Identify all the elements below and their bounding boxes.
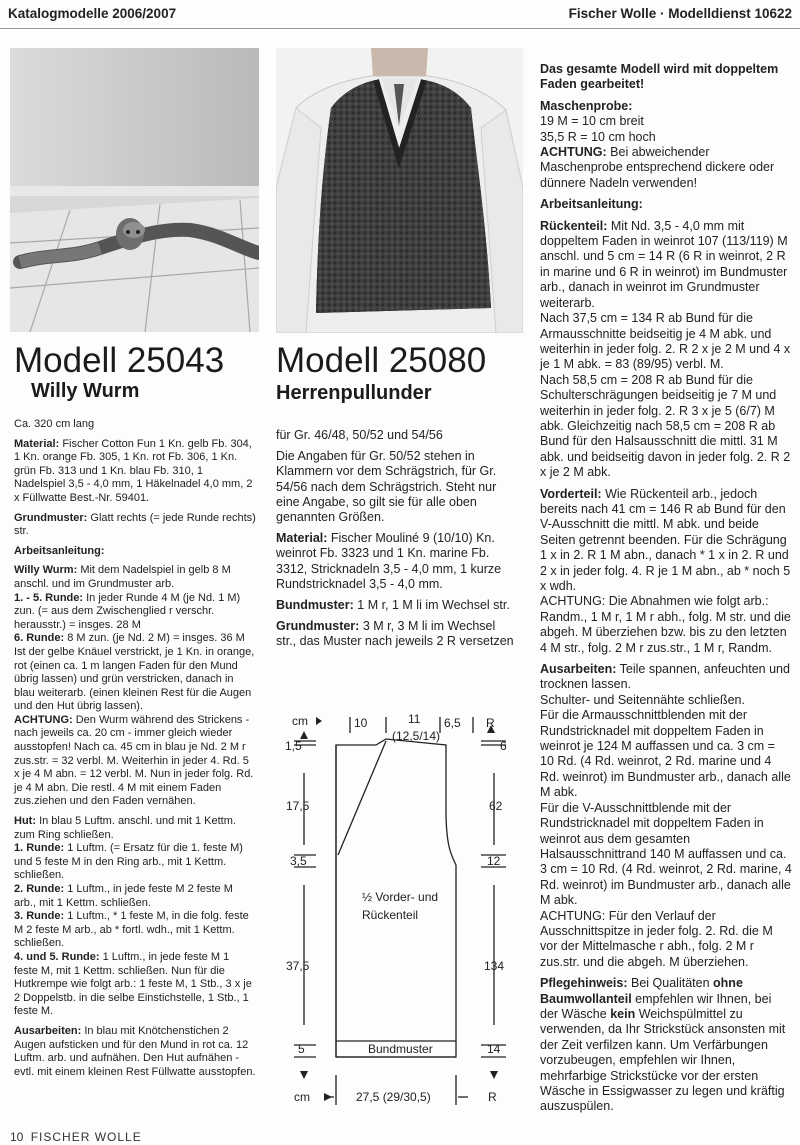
page-footer xyxy=(10,1130,142,1144)
model1-body xyxy=(14,418,256,1079)
vorderteil: Vorderteil: Wie Rückenteil arb., jedoch bereits nach 41 cm = 146 R ab Bund für den V-Ausschnitt die mittl. M abk. und beide Seiten getrennt beenden. Für die Schrägung 1 x in 2. R 1 M abn., danach * 1 x in 2. R und 2 x in jeder folg. 4. R je 1 M abn., ab * noch 5 x wdh. xyxy=(540,486,791,593)
schematic-right-1: 6 xyxy=(500,739,507,753)
model2-sizes-note: Die Angaben für Gr. 50/52 stehen in Klammern vor dem Schrägstrich, für Gr. 54/56 nach dem Schrägstrich. Steht nur eine Angabe, so gilt sie für alle oben genannten Größen. xyxy=(276,449,497,525)
schematic-width-2b: (12,5/14) xyxy=(392,729,441,743)
schematic-cm-bottom: cm xyxy=(294,1090,310,1104)
rueckenteil-2: Nach 37,5 cm = 134 R ab Bund für die Armausschnitte beidseitig je 4 M abk. und weiterhin in jeder folg. 2. R 2 x je 2 M und 4 x je 1 M abk. = 83 (89/95) verbl. M. xyxy=(540,311,791,372)
schematic-left-3: 3,5 xyxy=(290,854,307,868)
model1-achtung: ACHTUNG: Den Wurm während des Strickens - nach jeweils ca. 20 cm - immer gleich wieder ausstopfen! Nach ca. 45 cm in blau je Nd. 2 M r zus.str. = 32 verbl. M. Weiterhin in jeder 4. Rd. 5 x je 4 M abn. = 12 verbl. M. Nun in jeder folg. Rd. je 4 M abn. Die restl. 4 M mit einem Faden zus.ziehen und den Faden vernähen. xyxy=(14,713,254,808)
model2-body xyxy=(276,428,518,650)
schematic-left-4: 37,5 xyxy=(286,959,310,973)
anleitung-heading: Arbeitsanleitung: xyxy=(540,197,643,212)
schematic-right-4: 134 xyxy=(484,959,505,973)
probe-height: 35,5 R = 10 cm hoch xyxy=(540,129,656,144)
rueckenteil-3: Nach 58,5 cm = 208 R ab Bund für die Schulterschrägungen beidseitig je 7 M und weiterhin in jeder folg. 2. R 3 x je 5 (6/7) M abk. Gleichzeitig nach 58,5 cm = 208 R ab Bund für den Halsausschnitt die mittl. 31 M abk. und beidseitig davon in jeder folg. 2. R 2 x je 2 M abk. xyxy=(540,372,791,480)
vest-photo xyxy=(276,48,523,333)
schematic-R-top: R xyxy=(486,716,495,730)
schematic-R-bottom: R xyxy=(488,1090,497,1104)
schematic-right-2: 62 xyxy=(489,799,503,813)
model2-grundmuster: Grundmuster: 3 M r, 3 M li im Wechsel str., das Muster nach jeweils 2 R versetzen xyxy=(276,619,514,649)
model2-title: Modell 25080 xyxy=(276,341,487,380)
schematic-width-3: 6,5 xyxy=(444,716,461,730)
schematic-left-2: 17,5 xyxy=(286,799,310,813)
intro: Das gesamte Modell wird mit doppeltem Faden gearbeitet! xyxy=(540,62,779,92)
schematic-right-3: 12 xyxy=(487,854,501,868)
probe-note: ACHTUNG: Bei abweichender Maschenprobe entsprechend dickere oder dünnere Nadeln verwenden! xyxy=(540,145,775,190)
ausarbeiten-5: ACHTUNG: Für den Verlauf der Ausschnittspitze in jeder folg. 2. Rd. die M vor der Mittelmasche r abh., folg. 2 M r zus.str. und die abgeh. M überziehen. xyxy=(540,908,773,969)
schematic-width-1: 10 xyxy=(354,716,368,730)
footer-brand: FISCHER WOLLE xyxy=(30,1130,142,1144)
schematic-center-1: ½ Vorder- und xyxy=(362,890,439,904)
model1-hut: Hut: In blau 5 Luftm. anschl. und mit 1 Kettm. zum Ring schließen. xyxy=(14,815,236,841)
service-title: Fischer Wolle · Modelldienst 10622 xyxy=(568,6,792,21)
pflegehinweis: Pflegehinweis: Bei Qualitäten ohne Baumwollanteil empfehlen wir Ihnen, bei der Wäsche kein Weichspülmittel zu verwenden, da Ihr Strickstück ansonsten mit der Zeit verfilzen kann. Um Verfärbungen vorzubeugen, empfehlen wir Ihnen, mehrfarbige Strickstücke vor der ersten Wäsche in Essigwasser zu legen und kräftig auszuspülen. xyxy=(540,976,786,1114)
ausarbeiten: Ausarbeiten: Teile spannen, anfeuchten und trocknen lassen. xyxy=(540,662,790,692)
schematic-left-5: 5 xyxy=(298,1042,305,1056)
vest-schematic xyxy=(276,705,526,1135)
schematic-band: Bundmuster xyxy=(368,1042,433,1056)
model1-subtitle: Willy Wurm xyxy=(31,380,140,402)
model1-title: Modell 25043 xyxy=(14,341,225,380)
ausarbeiten-2: Schulter- und Seitennähte schließen. xyxy=(540,692,745,707)
probe-width: 19 M = 10 cm breit xyxy=(540,114,644,129)
model1-ausarbeiten: Ausarbeiten: In blau mit Knötchenstichen 2 Augen aufsticken und für den Mund in rot ca. 12 Luftm. arb. und aufnähen. Den Hut aufnähen - evtl. mit einem kleinen Rest Füllwatte ausstopfen. xyxy=(14,1024,256,1078)
model1-hut-r3: 3. Runde: 1 Luftm., * 1 feste M, in die folg. feste M 2 feste M arb., ab * fortl. wdh., mit 1 Kettm. schließen. xyxy=(14,910,249,950)
model1-anleitung-heading: Arbeitsanleitung: xyxy=(14,544,105,557)
ausarbeiten-3: Für die Armausschnittblenden mit der Rundstricknadel mit doppeltem Faden in weinrot je 124 M auffassen und ca. 3 cm = 10 Rd. (4 Rd. weinrot, 2 Rd. marine und 4 Rd. weinrot) im Bundmuster arb., danach alle M abk. xyxy=(540,708,791,800)
model1-willy: Willy Wurm: Mit dem Nadelspiel in gelb 8 M anschl. und im Grundmuster arb. xyxy=(14,564,231,590)
worm-photo xyxy=(10,48,259,332)
instructions-column xyxy=(540,62,792,1115)
model1-hut-r2: 2. Runde: 1 Luftm., in jede feste M 2 feste M arb., mit 1 Kettm. schließen. xyxy=(14,883,233,909)
page-number: 10 xyxy=(10,1130,24,1144)
ausarbeiten-4: Für die V-Ausschnittblende mit der Rundstricknadel mit doppeltem Faden in weinrot aus dem gesamten Halsausschnittrand 140 M auffassen und ca. 3 cm = 10 Rd. (4 Rd. weinrot, 2 Rd. marine, 4 Rd. weinrot) im Bundmuster arb., danach alle M abk. xyxy=(540,800,792,908)
model2-material: Material: Fischer Mouliné 9 (10/10) Kn. weinrot Fb. 3323 und 1 Kn. marine Fb. 3312, Stricknadeln 3,5 - 4,0 mm, 1 kurze Rundstricknadel 3,5 - 4,0 mm. xyxy=(276,531,502,591)
model2-sizes: für Gr. 46/48, 50/52 und 54/56 xyxy=(276,428,443,442)
model1-size: Ca. 320 cm lang xyxy=(14,418,95,430)
model1-rows-1-5: 1. - 5. Runde: In jeder Runde 4 M (je Nd. 1 M) zun. (= aus dem Zwischenglied r verschr. herausstr.) = insges. 28 M xyxy=(14,591,241,631)
page-header xyxy=(0,0,800,30)
schematic-width-2: 11 xyxy=(408,712,421,726)
vorderteil-note: ACHTUNG: Die Abnahmen wie folgt arb.: Randm., 1 M r, 1 M r abh., folg. M str. und die abgeh. M überziehen bzw. bis zu den letzten 4 M str., folg. 2 M r zus.str., 1 M r, Randm. xyxy=(540,594,791,655)
model1-row-6: 6. Runde: 8 M zun. (je Nd. 2 M) = insges. 36 M Ist der gelbe Knäuel verstrickt, je 1 Kn. in orange, rot (einen ca. 1 m langen Faden für den Mund übrig lassen) und grün verstricken, danach in blau weiterarb. (einen kleinen Rest für die Augen und den Hut übrig lassen). xyxy=(14,632,255,713)
probe-heading: Maschenprobe: xyxy=(540,98,633,113)
model2-subtitle: Herrenpullunder xyxy=(276,382,432,404)
schematic-center-2: Rückenteil xyxy=(362,908,419,922)
model2-bundmuster: Bundmuster: 1 M r, 1 M li im Wechsel str. xyxy=(276,598,510,613)
schematic-cm-top: cm xyxy=(292,714,308,728)
model1-hut-r45: 4. und 5. Runde: 1 Luftm., in jede feste M 1 feste M, mit 1 Kettm. schließen. Nun für die Hutkrempe wie folgt arb.: 1 feste M, 1 Stb., 3 x je 2 Doppelstb. in die selbe Einstichstelle, 1 Stb., 1 feste M. xyxy=(14,950,252,1018)
schematic-right-5: 14 xyxy=(487,1042,501,1056)
header-rule xyxy=(0,28,800,29)
rueckenteil: Rückenteil: Mit Nd. 3,5 - 4,0 mm mit doppeltem Faden in weinrot 107 (113/119) M anschl. und 5 cm = 14 R (6 R in weinrot, 2 R in marine und 6 R in weinrot) im Bundmuster arb., danach in weinrot im Grundmuster weiterarb. xyxy=(540,218,788,310)
schematic-bottom-width: 27,5 (29/30,5) xyxy=(356,1090,431,1104)
schematic-left-1: 1,5 xyxy=(285,739,302,753)
model1-material: Material: Fischer Cotton Fun 1 Kn. gelb Fb. 304, 1 Kn. orange Fb. 305, 1 Kn. rot Fb. 306, 1 Kn. grün Fb. 313 und 1 Kn. blau Fb. 310, 1 Nadelspiel 3,5 - 4,0 mm, 1 Häkelnadel 4,0 mm, 2 x Füllwatte Best.-Nr. 59401. xyxy=(14,437,253,504)
model1-grundmuster: Grundmuster: Glatt rechts (= jede Runde rechts) str. xyxy=(14,511,256,538)
catalog-title: Katalogmodelle 2006/2007 xyxy=(8,6,177,21)
model1-hut-r1: 1. Runde: 1 Luftm. (= Ersatz für die 1. feste M) und 5 feste M in den Ring arb., mit 1 Kettm. schließen. xyxy=(14,842,243,882)
